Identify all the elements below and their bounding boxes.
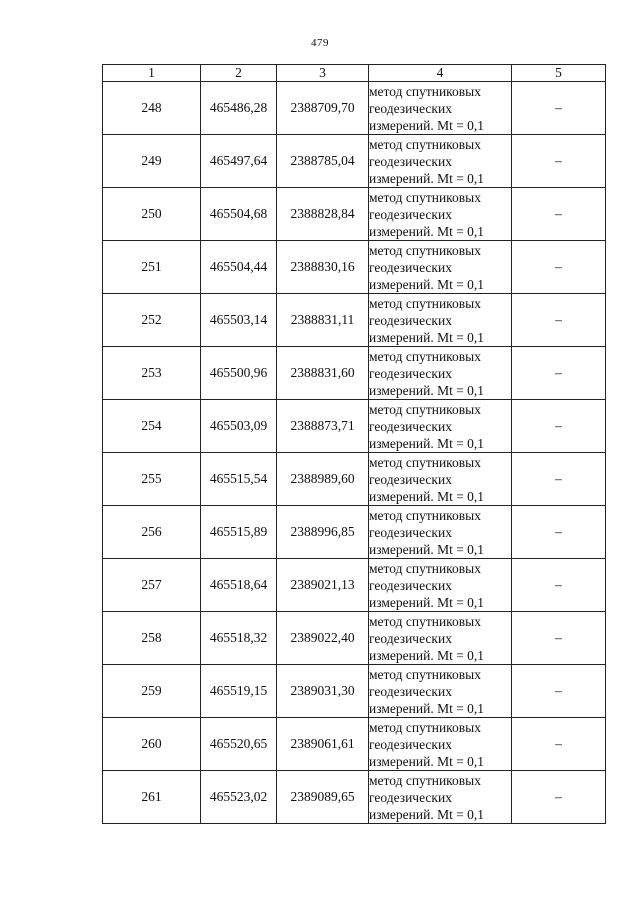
note-cell: – xyxy=(512,506,606,559)
note-cell: – xyxy=(512,453,606,506)
coordinates-table xyxy=(102,64,606,824)
method-line-3: измерений. Mt = 0,1 xyxy=(369,647,485,663)
table-row xyxy=(103,400,606,453)
coordinate-y: 2389031,30 xyxy=(277,665,369,718)
method-line-2: геодезических xyxy=(369,153,452,169)
method-line-3: измерений. Mt = 0,1 xyxy=(369,223,485,239)
point-number: 254 xyxy=(103,400,201,453)
method-line-2: геодезических xyxy=(369,630,452,646)
method-line-2: геодезических xyxy=(369,736,452,752)
point-number: 255 xyxy=(103,453,201,506)
table-row xyxy=(103,506,606,559)
coordinate-y: 2388831,60 xyxy=(277,347,369,400)
coordinate-x: 465515,54 xyxy=(201,453,277,506)
point-number: 261 xyxy=(103,771,201,824)
method-line-1: метод спутниковых xyxy=(369,772,481,788)
coordinate-y: 2388785,04 xyxy=(277,135,369,188)
coordinate-x: 465504,68 xyxy=(201,188,277,241)
coordinate-x: 465504,44 xyxy=(201,241,277,294)
method-line-2: геодезических xyxy=(369,365,452,381)
method-line-1: метод спутниковых xyxy=(369,401,481,417)
method-line-3: измерений. Mt = 0,1 xyxy=(369,382,485,398)
table-row xyxy=(103,135,606,188)
page-number: 479 xyxy=(311,37,329,49)
method-line-2: геодезических xyxy=(369,577,452,593)
method-line-3: измерений. Mt = 0,1 xyxy=(369,806,485,822)
point-number: 259 xyxy=(103,665,201,718)
method-cell xyxy=(369,665,512,718)
method-line-3: измерений. Mt = 0,1 xyxy=(369,541,485,557)
point-number: 253 xyxy=(103,347,201,400)
method-cell xyxy=(369,612,512,665)
table-row xyxy=(103,82,606,135)
point-number: 258 xyxy=(103,612,201,665)
coordinate-x: 465520,65 xyxy=(201,718,277,771)
method-cell xyxy=(369,347,512,400)
point-number: 250 xyxy=(103,188,201,241)
method-cell xyxy=(369,506,512,559)
method-line-2: геодезических xyxy=(369,789,452,805)
note-cell: – xyxy=(512,82,606,135)
note-cell: – xyxy=(512,347,606,400)
method-line-1: метод спутниковых xyxy=(369,189,481,205)
coordinate-y: 2389021,13 xyxy=(277,559,369,612)
coordinate-y: 2389022,40 xyxy=(277,612,369,665)
coordinate-x: 465519,15 xyxy=(201,665,277,718)
table-row xyxy=(103,294,606,347)
method-line-3: измерений. Mt = 0,1 xyxy=(369,435,485,451)
method-line-1: метод спутниковых xyxy=(369,560,481,576)
coordinate-x: 465503,14 xyxy=(201,294,277,347)
method-line-3: измерений. Mt = 0,1 xyxy=(369,700,485,716)
method-cell xyxy=(369,771,512,824)
method-cell xyxy=(369,559,512,612)
method-cell xyxy=(369,294,512,347)
table-row xyxy=(103,612,606,665)
method-line-1: метод спутниковых xyxy=(369,242,481,258)
coordinate-y: 2389089,65 xyxy=(277,771,369,824)
coordinate-y: 2388831,11 xyxy=(277,294,369,347)
note-cell: – xyxy=(512,135,606,188)
header-col-4: 4 xyxy=(369,65,512,82)
method-cell xyxy=(369,135,512,188)
point-number: 251 xyxy=(103,241,201,294)
coordinate-x: 465500,96 xyxy=(201,347,277,400)
coordinate-y: 2388873,71 xyxy=(277,400,369,453)
method-line-2: геодезических xyxy=(369,206,452,222)
method-cell xyxy=(369,400,512,453)
coordinate-y: 2388989,60 xyxy=(277,453,369,506)
note-cell: – xyxy=(512,559,606,612)
method-line-3: измерений. Mt = 0,1 xyxy=(369,170,485,186)
table-header xyxy=(103,65,606,82)
table-row xyxy=(103,188,606,241)
method-cell xyxy=(369,82,512,135)
coordinate-y: 2388828,84 xyxy=(277,188,369,241)
method-cell xyxy=(369,718,512,771)
coordinate-y: 2388830,16 xyxy=(277,241,369,294)
table-body xyxy=(103,82,606,824)
header-col-2: 2 xyxy=(201,65,277,82)
note-cell: – xyxy=(512,241,606,294)
method-line-3: измерений. Mt = 0,1 xyxy=(369,117,485,133)
coordinate-x: 465518,64 xyxy=(201,559,277,612)
header-col-3: 3 xyxy=(277,65,369,82)
header-col-5: 5 xyxy=(512,65,606,82)
coordinate-x: 465515,89 xyxy=(201,506,277,559)
table-row xyxy=(103,718,606,771)
method-line-1: метод спутниковых xyxy=(369,454,481,470)
method-line-2: геодезических xyxy=(369,471,452,487)
table-row xyxy=(103,453,606,506)
point-number: 260 xyxy=(103,718,201,771)
method-line-1: метод спутниковых xyxy=(369,83,481,99)
method-line-3: измерений. Mt = 0,1 xyxy=(369,329,485,345)
coordinate-x: 465523,02 xyxy=(201,771,277,824)
method-line-2: геодезических xyxy=(369,524,452,540)
method-line-3: измерений. Mt = 0,1 xyxy=(369,753,485,769)
point-number: 252 xyxy=(103,294,201,347)
note-cell: – xyxy=(512,612,606,665)
method-line-1: метод спутниковых xyxy=(369,136,481,152)
method-line-1: метод спутниковых xyxy=(369,295,481,311)
table-row xyxy=(103,559,606,612)
note-cell: – xyxy=(512,771,606,824)
coordinate-y: 2389061,61 xyxy=(277,718,369,771)
coordinate-x: 465503,09 xyxy=(201,400,277,453)
point-number: 256 xyxy=(103,506,201,559)
table-row xyxy=(103,771,606,824)
header-col-1: 1 xyxy=(103,65,201,82)
note-cell: – xyxy=(512,718,606,771)
method-cell xyxy=(369,453,512,506)
method-line-3: измерений. Mt = 0,1 xyxy=(369,594,485,610)
coordinate-x: 465518,32 xyxy=(201,612,277,665)
method-line-1: метод спутниковых xyxy=(369,719,481,735)
method-line-1: метод спутниковых xyxy=(369,348,481,364)
method-line-2: геодезических xyxy=(369,418,452,434)
method-line-2: геодезических xyxy=(369,259,452,275)
method-cell xyxy=(369,241,512,294)
method-line-2: геодезических xyxy=(369,683,452,699)
method-cell xyxy=(369,188,512,241)
note-cell: – xyxy=(512,400,606,453)
note-cell: – xyxy=(512,294,606,347)
note-cell: – xyxy=(512,188,606,241)
method-line-1: метод спутниковых xyxy=(369,507,481,523)
coordinate-y: 2388709,70 xyxy=(277,82,369,135)
coordinate-y: 2388996,85 xyxy=(277,506,369,559)
coordinate-x: 465497,64 xyxy=(201,135,277,188)
note-cell: – xyxy=(512,665,606,718)
method-line-2: геодезических xyxy=(369,100,452,116)
point-number: 249 xyxy=(103,135,201,188)
table-row xyxy=(103,665,606,718)
point-number: 257 xyxy=(103,559,201,612)
table-row xyxy=(103,241,606,294)
method-line-1: метод спутниковых xyxy=(369,613,481,629)
table-row xyxy=(103,347,606,400)
point-number: 248 xyxy=(103,82,201,135)
coordinate-x: 465486,28 xyxy=(201,82,277,135)
header-row xyxy=(103,65,606,82)
method-line-1: метод спутниковых xyxy=(369,666,481,682)
method-line-2: геодезических xyxy=(369,312,452,328)
method-line-3: измерений. Mt = 0,1 xyxy=(369,276,485,292)
method-line-3: измерений. Mt = 0,1 xyxy=(369,488,485,504)
